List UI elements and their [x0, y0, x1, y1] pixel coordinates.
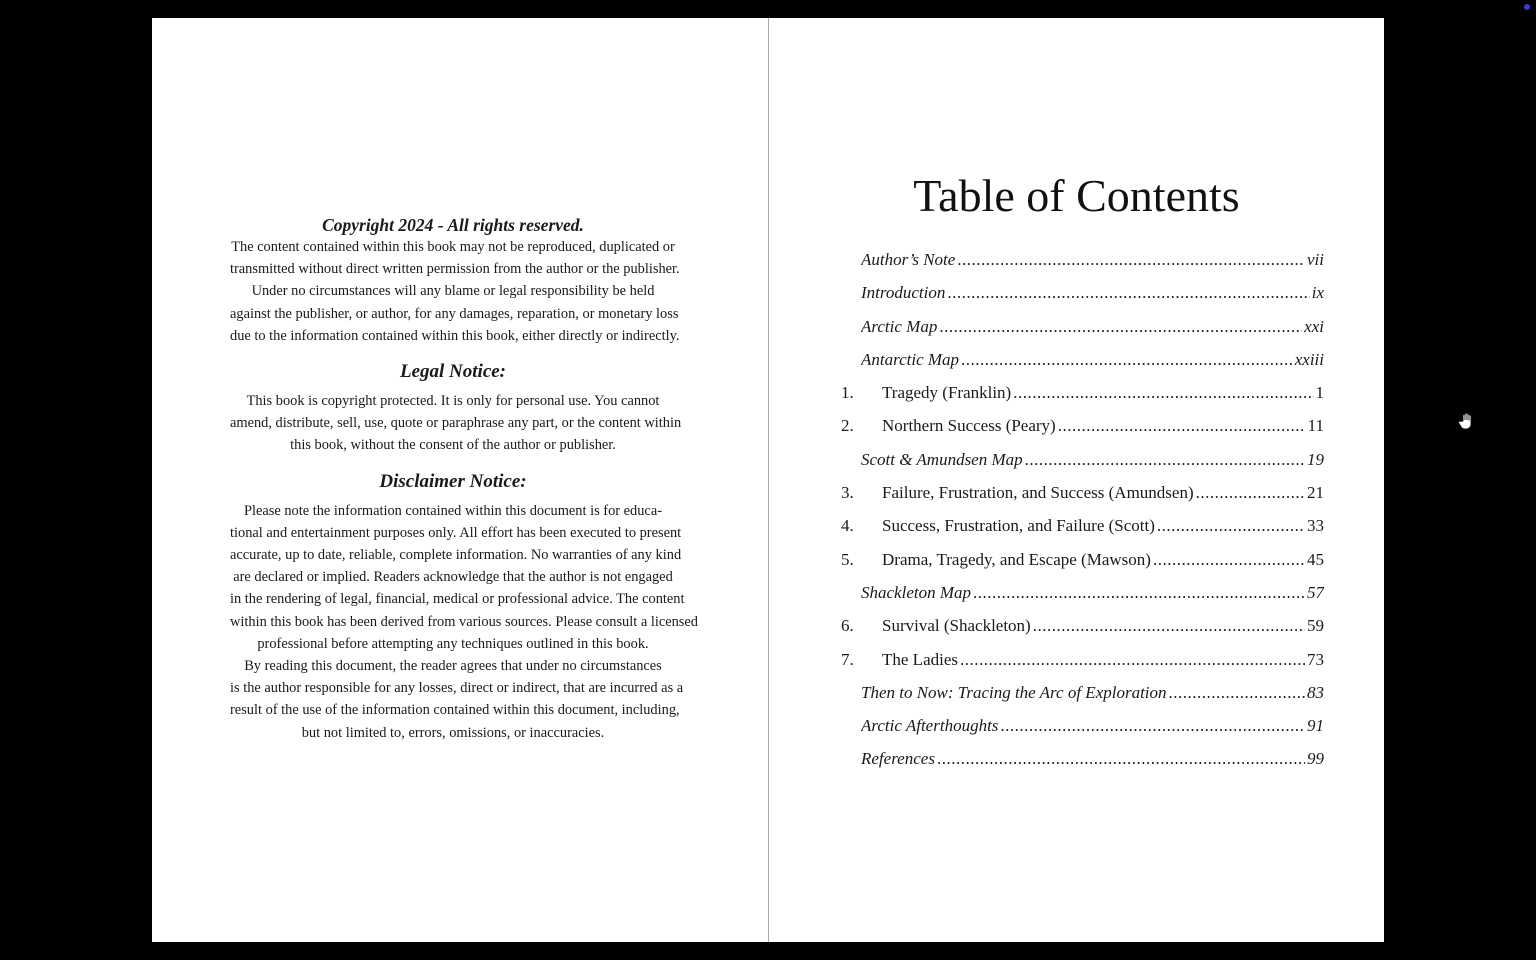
disclaimer-line: is the author responsible for any losses, direct or indirect, that are incurred as a: [230, 680, 684, 697]
toc-entry-number: 3.: [841, 483, 854, 503]
toc-dot-leader: [1169, 676, 1305, 709]
disclaimer-notice-heading: Disclaimer Notice:: [379, 470, 527, 492]
toc-entry-page-number: xxiii: [1294, 349, 1324, 369]
legal-notice-heading: Legal Notice:: [399, 361, 507, 383]
toc-entry-line: [882, 643, 1324, 676]
toc-entry[interactable]: [769, 409, 1384, 442]
toc-entry[interactable]: [769, 676, 1384, 709]
disclaimer-line: tional and entertainment purposes only. All effort has been executed to present: [230, 524, 682, 541]
copyright-line: The content contained within this book may not be reproduced, duplicated or: [231, 239, 675, 255]
toc-entry-page-number: 21: [1307, 483, 1324, 503]
toc-entry-page-number: 83: [1307, 682, 1324, 702]
toc-entry-page-number: 73: [1307, 649, 1324, 669]
toc-dot-leader: [957, 243, 1305, 276]
toc-entry-label: Then to Now: Tracing the Arc of Exploration: [861, 682, 1167, 702]
toc-dot-leader: [1153, 543, 1305, 576]
toc-entry[interactable]: [769, 310, 1384, 343]
toc-entry-line: [861, 676, 1324, 709]
toc-entry-label: References: [861, 749, 935, 769]
toc-entry-page-number: xxi: [1304, 316, 1324, 336]
toc-entry-line: [882, 509, 1324, 542]
toc-entry-line: [861, 709, 1324, 742]
toc-entry[interactable]: [769, 609, 1384, 642]
disclaimer-line: are declared or implied. Readers acknowledge that the author is not engaged: [233, 569, 673, 586]
toc-entry-line: [861, 243, 1324, 276]
toc-entry-page-number: 33: [1307, 516, 1324, 536]
toc-entry-line: [882, 543, 1324, 576]
toc-entry-line: [882, 476, 1324, 509]
toc-title: Table of Contents: [913, 170, 1240, 221]
toc-dot-leader: [947, 276, 1309, 309]
toc-dot-leader: [939, 310, 1302, 343]
legal-line: This book is copyright protected. It is only for personal use. You cannot: [246, 393, 660, 410]
toc-dot-leader: [1058, 409, 1306, 442]
toc-entry-page-number: vii: [1307, 250, 1324, 269]
toc-entry-number: 6.: [841, 616, 854, 636]
toc-entry-number: 4.: [841, 516, 854, 536]
toc-entry-page-number: 11: [1307, 416, 1324, 436]
toc-entry-line: [861, 742, 1324, 775]
toc-entry-number: 5.: [841, 549, 854, 569]
copyright-line: due to the information contained within this book, either directly or indirectly.: [230, 327, 680, 344]
copyright-block: [230, 214, 698, 744]
toc-entry-line: [882, 409, 1324, 442]
toc-dot-leader: [960, 643, 1305, 676]
toc-entry[interactable]: [769, 443, 1384, 476]
legal-line: amend, distribute, sell, use, quote or paraphrase any part, or the content within: [230, 415, 682, 432]
toc-dot-leader: [1033, 609, 1305, 642]
toc-entry-label: Tragedy (Franklin): [882, 383, 1012, 403]
toc-entry-label: Author’s Note: [861, 250, 956, 269]
toc-dot-leader: [1025, 443, 1305, 476]
toc-entry-page-number: ix: [1311, 283, 1324, 303]
toc-entry-label: Arctic Map: [861, 316, 938, 336]
status-indicator-dot: [1524, 4, 1530, 10]
toc-entry-page-number: 99: [1307, 749, 1324, 769]
disclaimer-notice-paragraph: [230, 500, 698, 744]
toc-entry-label: Introduction: [861, 283, 946, 303]
toc-dot-leader: [937, 742, 1305, 775]
toc-entry[interactable]: [769, 376, 1384, 409]
toc-entry-line: [861, 443, 1324, 476]
legal-notice-paragraph: [230, 390, 682, 457]
toc-entry[interactable]: [769, 476, 1384, 509]
toc-entry-label: Scott & Amundsen Map: [861, 449, 1023, 469]
disclaimer-line: in the rendering of legal, financial, medical or professional advice. The content: [230, 591, 685, 608]
copyright-line: Under no circumstances will any blame or legal responsibility be held: [251, 283, 655, 300]
toc-entry-label: Drama, Tragedy, and Escape (Mawson): [882, 549, 1151, 569]
toc-entry[interactable]: [769, 742, 1384, 775]
toc-entry-label: The Ladies: [882, 649, 958, 669]
toc-entry-label: Shackleton Map: [861, 582, 971, 602]
toc-entry-number: 7.: [841, 649, 854, 669]
legal-line: this book, without the consent of the author or publisher.: [290, 437, 616, 454]
toc-entry-label: Northern Success (Peary): [882, 416, 1056, 436]
toc-entry-page-number: 91: [1307, 716, 1324, 736]
disclaimer-line: but not limited to, errors, omissions, or inaccuracies.: [301, 724, 605, 741]
toc-entry-label: Survival (Shackleton): [882, 616, 1031, 636]
toc-entry-page-number: 57: [1307, 582, 1324, 602]
copyright-line: transmitted without direct written permission from the author or the publisher.: [230, 261, 680, 278]
toc-entry[interactable]: [769, 543, 1384, 576]
toc-entry-number: 1.: [841, 383, 854, 403]
toc-entry[interactable]: [769, 643, 1384, 676]
toc-entry[interactable]: [769, 343, 1384, 376]
disclaimer-line: Please note the information contained within this document is for educa-: [243, 502, 663, 519]
disclaimer-line: By reading this document, the reader agrees that under no circumstances: [244, 658, 662, 675]
toc-dot-leader: [1013, 376, 1313, 409]
hand-cursor-icon: [1458, 412, 1476, 432]
toc-entry-line: [882, 376, 1324, 409]
toc-entry-label: Antarctic Map: [861, 349, 960, 369]
toc-entry-page-number: 1: [1315, 383, 1324, 403]
toc-entry-label: Success, Frustration, and Failure (Scott): [882, 516, 1155, 536]
toc-entry-page-number: 59: [1307, 616, 1324, 636]
toc-entry[interactable]: [769, 276, 1384, 309]
toc-dot-leader: [973, 576, 1305, 609]
toc-entry-page-number: 19: [1307, 449, 1324, 469]
copyright-heading: Copyright 2024 - All rights reserved.: [322, 215, 584, 235]
toc-list: [769, 243, 1384, 776]
disclaimer-line: result of the use of the information contained within this document, including,: [230, 702, 680, 719]
toc-dot-leader: [1196, 476, 1305, 509]
copyright-page[interactable]: [152, 18, 768, 942]
toc-entry-page-number: 45: [1307, 549, 1324, 569]
disclaimer-line: professional before attempting any techniques outlined in this book.: [257, 635, 649, 652]
toc-entry-label: Failure, Frustration, and Success (Amundsen): [882, 483, 1194, 503]
book-spread: [152, 18, 1384, 942]
toc-entry-line: [882, 609, 1324, 642]
toc-dot-leader: [961, 343, 1293, 376]
toc-entry[interactable]: [769, 243, 1384, 276]
toc-entry[interactable]: [769, 709, 1384, 742]
toc-entry-line: [861, 276, 1324, 309]
toc-entry-line: [861, 576, 1324, 609]
toc-entry-line: [861, 343, 1324, 376]
disclaimer-line: within this book has been derived from various sources. Please consult a licensed: [230, 613, 698, 630]
toc-entry[interactable]: [769, 509, 1384, 542]
toc-entry-label: Arctic Afterthoughts: [861, 716, 999, 736]
toc-entry-number: 2.: [841, 416, 854, 436]
table-of-contents-page[interactable]: [769, 18, 1384, 942]
toc-dot-leader: [1157, 509, 1305, 542]
copyright-paragraph: [230, 236, 680, 347]
copyright-line: against the publisher, or author, for any damages, reparation, or monetary loss: [230, 305, 679, 322]
toc-dot-leader: [1000, 709, 1305, 742]
disclaimer-line: accurate, up to date, reliable, complete information. No warranties of any kind: [230, 547, 682, 564]
toc-entry[interactable]: [769, 576, 1384, 609]
toc-entry-line: [861, 310, 1324, 343]
